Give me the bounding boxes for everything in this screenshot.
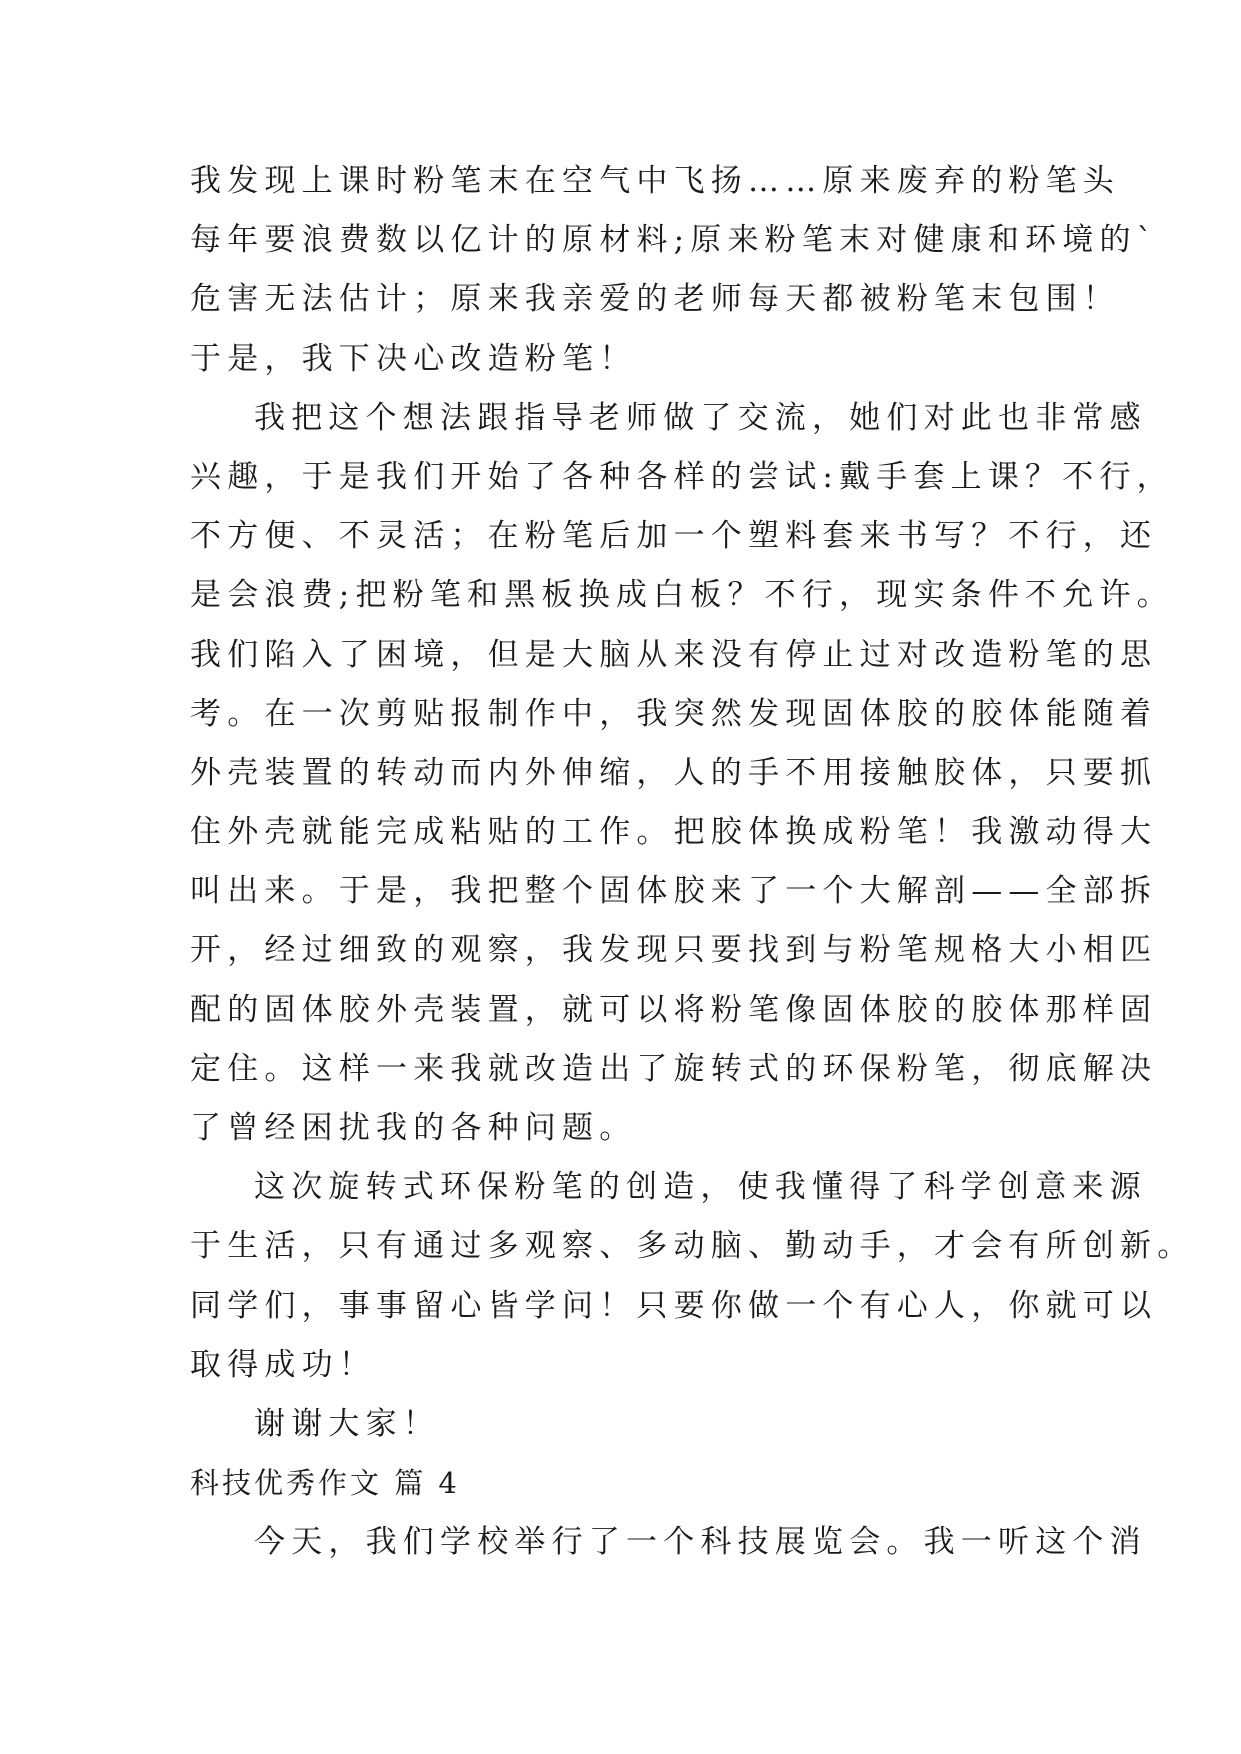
text-line: 外壳装置的转动而内外伸缩，人的手不用接触胶体，只要抓 [190, 754, 1158, 791]
text-line: 取得成功！ [190, 1346, 376, 1383]
text-line: 危害无法估计；原来我亲爱的老师每天都被粉笔末包围！ [190, 281, 1120, 318]
text-line: 于生活，只有通过多观察、多动脑、勤动手，才会有所创新。 [190, 1228, 1195, 1265]
text-line: 定住。这样一来我就改造出了旋转式的环保粉笔，彻底解决 [190, 1050, 1158, 1087]
text-line: 是会浪费;把粉笔和黑板换成白板？不行，现实条件不允许。 [190, 577, 1174, 614]
text-line: 我们陷入了困境，但是大脑从来没有停止过对改造粉笔的思 [190, 636, 1158, 673]
text-line: 住外壳就能完成粘贴的工作。把胶体换成粉笔！我激动得大 [190, 814, 1158, 851]
text-line: 叫出来。于是，我把整个固体胶来了一个大解剖——全部拆 [190, 873, 1158, 910]
section-heading: 科技优秀作文 篇 4 [190, 1466, 460, 1501]
document-page [190, 152, 1195, 1573]
paragraph-first-line: 谢谢大家！ [254, 1405, 440, 1442]
text-line: 我发现上课时粉笔末在空气中飞扬……原来废弃的粉笔头 [190, 163, 1120, 199]
text-line: 同学们，事事留心皆学问！只要你做一个有心人，你就可以 [190, 1287, 1158, 1324]
paragraph-first-line: 今天，我们学校举行了一个科技展览会。我一听这个消 [254, 1524, 1147, 1561]
text-line: 了曾经困扰我的各种问题。 [190, 1110, 637, 1146]
text-line: 每年要浪费数以亿计的原材料;原来粉笔末对健康和环境的` [190, 222, 1159, 259]
text-line: 开，经过细致的观察，我发现只要找到与粉笔规格大小相匹 [190, 932, 1158, 969]
text-line: 兴趣，于是我们开始了各种各样的尝试:戴手套上课？不行， [190, 458, 1174, 495]
text-line: 配的固体胶外壳装置，就可以将粉笔像固体胶的胶体那样固 [190, 991, 1158, 1028]
paragraph-first-line: 这次旋转式环保粉笔的创造，使我懂得了科学创意来源 [254, 1169, 1147, 1206]
paragraph-first-line: 我把这个想法跟指导老师做了交流，她们对此也非常感 [254, 399, 1147, 436]
text-line: 不方便、不灵活；在粉笔后加一个塑料套来书写？不行，还 [190, 518, 1158, 555]
text-line: 考。在一次剪贴报制作中，我突然发现固体胶的胶体能随着 [190, 695, 1158, 732]
text-line: 于是，我下决心改造粉笔！ [190, 340, 637, 377]
